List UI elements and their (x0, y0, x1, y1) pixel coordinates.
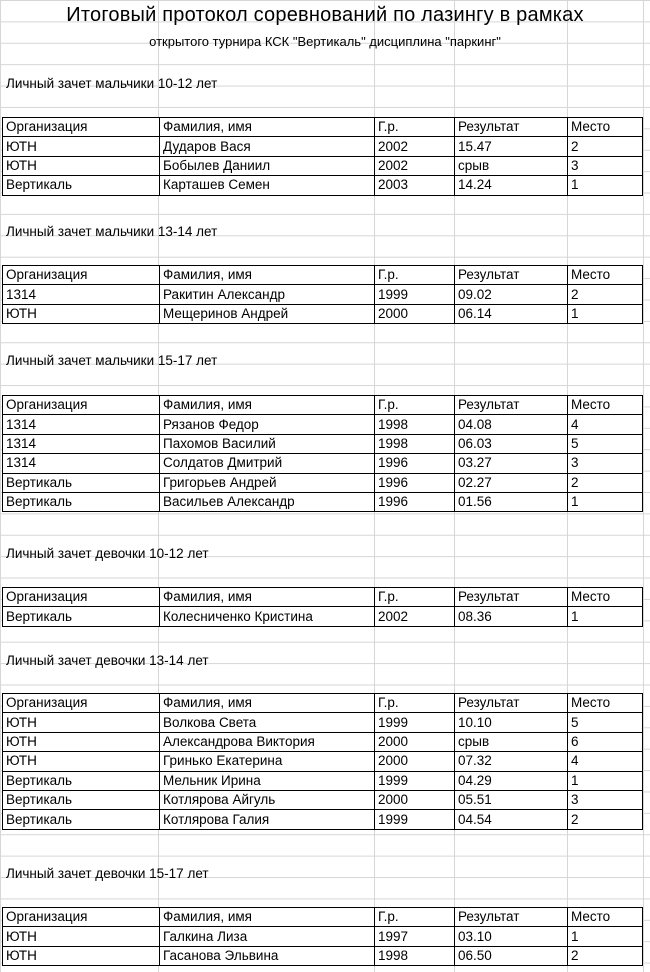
column-header: Г.р. (375, 694, 455, 713)
table-cell: 3 (568, 790, 643, 809)
column-header: Фамилия, имя (160, 396, 375, 415)
table-cell: ЮТН (3, 156, 160, 175)
table-cell: Григорьев Андрей (160, 473, 375, 492)
section-title: Личный зачет девочки 10-12 лет (6, 546, 209, 561)
column-header: Г.р. (375, 588, 455, 607)
table-cell: 1 (568, 176, 643, 195)
column-header: Результат (455, 694, 568, 713)
results-table (2, 693, 643, 830)
table-cell: 2002 (375, 607, 455, 626)
table-cell: 2 (568, 810, 643, 829)
table-cell: 01.56 (455, 492, 568, 511)
table-row (3, 752, 643, 771)
table-cell: 1996 (375, 492, 455, 511)
column-header: Организация (3, 118, 160, 137)
table-row (3, 473, 643, 492)
table-cell: 2 (568, 473, 643, 492)
column-header: Результат (455, 908, 568, 927)
table-cell: 6 (568, 732, 643, 751)
results-table (2, 117, 643, 196)
table-cell: Галкина Лиза (160, 927, 375, 946)
table-cell: Дударов Вася (160, 137, 375, 156)
table-cell: 03.10 (455, 927, 568, 946)
column-header: Фамилия, имя (160, 908, 375, 927)
column-header: Фамилия, имя (160, 266, 375, 285)
table-cell: 5 (568, 434, 643, 453)
column-header: Место (568, 118, 643, 137)
table-cell: 06.50 (455, 946, 568, 965)
table-cell: 4 (568, 415, 643, 434)
table-cell: Вертикаль (3, 492, 160, 511)
table-cell: срыв (455, 732, 568, 751)
column-header: Результат (455, 588, 568, 607)
column-header: Организация (3, 266, 160, 285)
table-cell: 1 (568, 771, 643, 790)
table-row (3, 454, 643, 473)
section-title: Личный зачет мальчики 15-17 лет (6, 353, 218, 368)
section-title: Личный зачет мальчики 10-12 лет (6, 76, 218, 91)
table-row (3, 927, 643, 946)
table-cell: Вертикаль (3, 607, 160, 626)
table-row (3, 713, 643, 732)
table-cell: 2 (568, 285, 643, 304)
table-row (3, 771, 643, 790)
document-title: Итоговый протокол соревнований по лазингу в рамках (66, 4, 584, 26)
table-cell: 1999 (375, 285, 455, 304)
table-row (3, 156, 643, 175)
table-cell: 1998 (375, 946, 455, 965)
column-header: Г.р. (375, 118, 455, 137)
table-cell: Вертикаль (3, 176, 160, 195)
table-cell: ЮТН (3, 927, 160, 946)
table-cell: срыв (455, 156, 568, 175)
table-cell: 06.14 (455, 304, 568, 323)
table-row (3, 285, 643, 304)
section-title: Личный зачет девочки 13-14 лет (6, 653, 209, 668)
column-header: Г.р. (375, 266, 455, 285)
table-cell: Котлярова Галия (160, 810, 375, 829)
table-cell: Вертикаль (3, 771, 160, 790)
table-cell: Вертикаль (3, 473, 160, 492)
table-cell: ЮТН (3, 732, 160, 751)
table-header-row (3, 908, 643, 927)
table-cell: 4 (568, 752, 643, 771)
table-cell: 1 (568, 304, 643, 323)
table-cell: 02.27 (455, 473, 568, 492)
table-cell: 1996 (375, 454, 455, 473)
table-cell: 15.47 (455, 137, 568, 156)
table-cell: ЮТН (3, 713, 160, 732)
table-cell: 2000 (375, 752, 455, 771)
table-cell: ЮТН (3, 304, 160, 323)
column-header: Место (568, 396, 643, 415)
table-cell: 1997 (375, 927, 455, 946)
table-cell: Котлярова Айгуль (160, 790, 375, 809)
table-cell: 1998 (375, 434, 455, 453)
table-header-row (3, 118, 643, 137)
table-cell: 1999 (375, 771, 455, 790)
table-cell: 04.54 (455, 810, 568, 829)
column-header: Организация (3, 908, 160, 927)
column-header: Результат (455, 266, 568, 285)
table-cell: 04.29 (455, 771, 568, 790)
table-row (3, 176, 643, 195)
table-cell: 09.02 (455, 285, 568, 304)
column-header: Г.р. (375, 908, 455, 927)
table-cell: 1999 (375, 810, 455, 829)
table-cell: 1314 (3, 454, 160, 473)
table-row (3, 415, 643, 434)
table-cell: 1996 (375, 473, 455, 492)
table-cell: 06.03 (455, 434, 568, 453)
table-cell: ЮТН (3, 137, 160, 156)
table-cell: Вертикаль (3, 790, 160, 809)
table-header-row (3, 266, 643, 285)
table-header-row (3, 694, 643, 713)
column-header: Фамилия, имя (160, 588, 375, 607)
document-subtitle: открытого турнира КСК "Вертикаль" дисциплина "паркинг" (149, 34, 501, 49)
table-cell: 1998 (375, 415, 455, 434)
table-cell: 10.10 (455, 713, 568, 732)
table-cell: 2000 (375, 790, 455, 809)
column-header: Место (568, 908, 643, 927)
table-cell: 2002 (375, 156, 455, 175)
results-table (2, 907, 643, 966)
table-cell: 07.32 (455, 752, 568, 771)
table-cell: Ракитин Александр (160, 285, 375, 304)
table-cell: Волкова Света (160, 713, 375, 732)
column-header: Место (568, 266, 643, 285)
table-cell: 1314 (3, 415, 160, 434)
table-header-row (3, 396, 643, 415)
grid-column-line (643, 0, 644, 972)
column-header: Результат (455, 396, 568, 415)
table-cell: Рязанов Федор (160, 415, 375, 434)
section-title: Личный зачет девочки 15-17 лет (6, 866, 209, 881)
table-cell: 2 (568, 946, 643, 965)
table-cell: Бобылев Даниил (160, 156, 375, 175)
table-row (3, 732, 643, 751)
table-cell: 1 (568, 927, 643, 946)
table-cell: 1 (568, 492, 643, 511)
table-header-row (3, 588, 643, 607)
table-cell: Солдатов Дмитрий (160, 454, 375, 473)
table-cell: 1314 (3, 434, 160, 453)
table-row (3, 810, 643, 829)
table-cell: 2003 (375, 176, 455, 195)
table-row (3, 492, 643, 511)
table-cell: Карташев Семен (160, 176, 375, 195)
section-title: Личный зачет мальчики 13-14 лет (6, 224, 218, 239)
table-cell: 14.24 (455, 176, 568, 195)
table-row (3, 790, 643, 809)
results-table (2, 395, 643, 512)
column-header: Организация (3, 588, 160, 607)
column-header: Фамилия, имя (160, 694, 375, 713)
table-cell: 08.36 (455, 607, 568, 626)
column-header: Место (568, 588, 643, 607)
results-table (2, 265, 643, 324)
column-header: Место (568, 694, 643, 713)
table-cell: 3 (568, 156, 643, 175)
table-cell: 1 (568, 607, 643, 626)
table-cell: ЮТН (3, 752, 160, 771)
table-cell: 5 (568, 713, 643, 732)
table-row (3, 946, 643, 965)
table-cell: 1999 (375, 713, 455, 732)
table-cell: 04.08 (455, 415, 568, 434)
table-cell: Александрова Виктория (160, 732, 375, 751)
table-cell: 1314 (3, 285, 160, 304)
results-table (2, 587, 643, 627)
table-cell: Колесниченко Кристина (160, 607, 375, 626)
table-cell: ЮТН (3, 946, 160, 965)
table-row (3, 434, 643, 453)
column-header: Г.р. (375, 396, 455, 415)
table-cell: Вертикаль (3, 810, 160, 829)
table-cell: Мельник Ирина (160, 771, 375, 790)
table-cell: Васильев Александр (160, 492, 375, 511)
table-cell: 2 (568, 137, 643, 156)
table-cell: 2002 (375, 137, 455, 156)
column-header: Фамилия, имя (160, 118, 375, 137)
table-cell: Пахомов Василий (160, 434, 375, 453)
table-row (3, 607, 643, 626)
table-row (3, 304, 643, 323)
table-cell: 2000 (375, 732, 455, 751)
table-cell: 03.27 (455, 454, 568, 473)
table-cell: 05.51 (455, 790, 568, 809)
column-header: Результат (455, 118, 568, 137)
column-header: Организация (3, 694, 160, 713)
table-row (3, 137, 643, 156)
table-cell: Мещеринов Андрей (160, 304, 375, 323)
table-cell: Гасанова Эльвина (160, 946, 375, 965)
table-cell: 3 (568, 454, 643, 473)
table-cell: 2000 (375, 304, 455, 323)
table-cell: Гринько Екатерина (160, 752, 375, 771)
column-header: Организация (3, 396, 160, 415)
